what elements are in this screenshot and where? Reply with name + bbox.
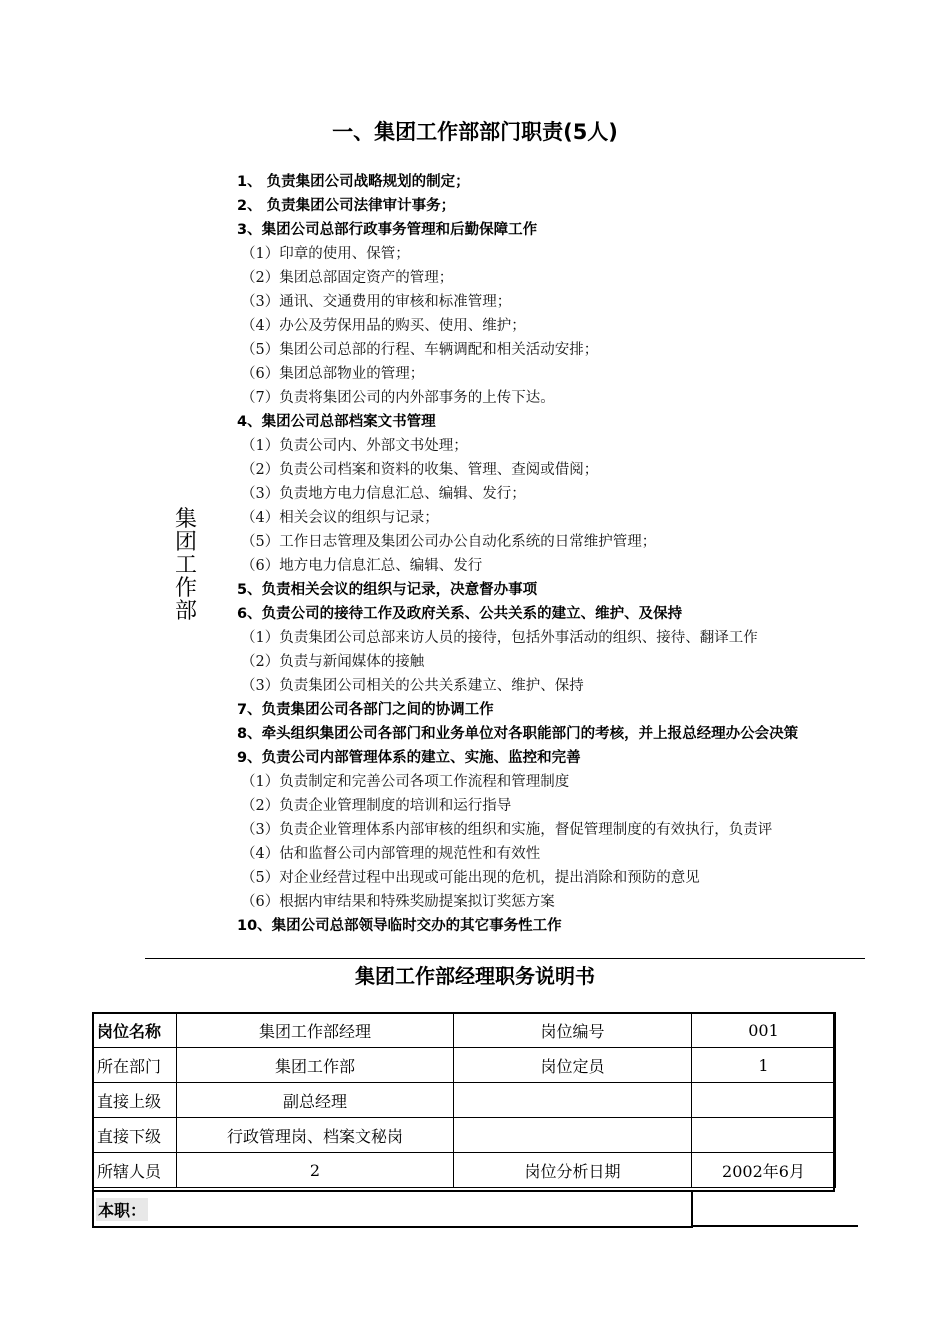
duty-subitem: （1）负责集团公司总部来访人员的接待，包括外事活动的组织、接待、翻译工作 xyxy=(241,630,758,646)
divider xyxy=(145,958,865,959)
duty-subitem: （1）负责公司内、外部文书处理； xyxy=(241,438,468,454)
benzhi-right-border xyxy=(693,1225,858,1227)
duty-subitem: （5）工作日志管理及集团公司办公自动化系统的日常维护管理； xyxy=(241,534,657,550)
duty-heading: 6、负责公司的接待工作及政府关系、公共关系的建立、维护、及保持 xyxy=(237,606,683,622)
duty-subitem: （6）根据内审结果和特殊奖励提案拟订奖惩方案 xyxy=(241,894,555,910)
duty-subitem: （3）负责企业管理体系内部审核的组织和实施，督促管理制度的有效执行，负责评 xyxy=(241,822,773,838)
field-value: 2002年6月 xyxy=(692,1153,836,1188)
field-value xyxy=(692,1083,836,1118)
field-label: 直接下级 xyxy=(93,1118,177,1153)
benzhi-row xyxy=(92,1192,693,1228)
duty-subitem: （2）负责企业管理制度的培训和运行指导 xyxy=(241,798,512,814)
field-value: 副总经理 xyxy=(177,1083,454,1118)
field-label: 直接上级 xyxy=(93,1083,177,1118)
field-value: 岗位定员 xyxy=(454,1048,692,1083)
benzhi-right-divider xyxy=(692,1192,693,1226)
duty-subitem: （4）估和监督公司内部管理的规范性和有效性 xyxy=(241,846,541,862)
duty-subitem: （2）负责公司档案和资料的收集、管理、查阅或借阅； xyxy=(241,462,599,478)
page-title: 一、集团工作部部门职责(5人) xyxy=(332,120,618,144)
duty-subitem: （1）印章的使用、保管； xyxy=(241,246,410,262)
duty-heading: 5、负责相关会议的组织与记录，决意督办事项 xyxy=(237,582,538,598)
duty-subitem: （5）集团公司总部的行程、车辆调配和相关活动安排； xyxy=(241,342,599,358)
duty-subitem: （1）负责制定和完善公司各项工作流程和管理制度 xyxy=(241,774,570,790)
duty-subitem: （2）负责与新闻媒体的接触 xyxy=(241,654,425,670)
field-value xyxy=(454,1083,692,1118)
field-value: 001 xyxy=(692,1013,836,1048)
benzhi-label: 本职： xyxy=(96,1198,148,1221)
duty-heading: 8、牵头组织集团公司各部门和业务单位对各职能部门的考核，并上报总经理办公会决策 xyxy=(237,726,799,742)
duty-subitem: （3）通讯、交通费用的审核和标准管理； xyxy=(241,294,512,310)
duty-heading: 3、集团公司总部行政事务管理和后勤保障工作 xyxy=(237,222,538,238)
field-label: 所辖人员 xyxy=(93,1153,177,1188)
department-label: 集团工作部 xyxy=(174,507,197,624)
duty-subitem: （4）办公及劳保用品的购买、使用、维护； xyxy=(241,318,526,334)
duty-subitem: （3）负责集团公司相关的公共关系建立、维护、保持 xyxy=(241,678,584,694)
duty-heading: 1、 负责集团公司战略规划的制定； xyxy=(237,174,470,190)
field-label: 岗位名称 xyxy=(93,1013,177,1048)
duty-subitem: （6）集团总部物业的管理； xyxy=(241,366,425,382)
duty-heading: 4、集团公司总部档案文书管理 xyxy=(237,414,436,430)
duty-heading: 9、负责公司内部管理体系的建立、实施、监控和完善 xyxy=(237,750,581,766)
table-row xyxy=(93,1083,836,1118)
duty-subitem: （5）对企业经营过程中出现或可能出现的危机，提出消除和预防的意见 xyxy=(241,870,700,886)
field-label: 所在部门 xyxy=(93,1048,177,1083)
field-value: 集团工作部经理 xyxy=(177,1013,454,1048)
duty-subitem: （2）集团总部固定资产的管理； xyxy=(241,270,454,286)
field-value: 岗位编号 xyxy=(454,1013,692,1048)
duty-heading: 2、 负责集团公司法律审计事务； xyxy=(237,198,456,214)
field-value xyxy=(692,1118,836,1153)
field-value: 2 xyxy=(177,1153,454,1188)
field-value: 集团工作部 xyxy=(177,1048,454,1083)
duty-subitem: （3）负责地方电力信息汇总、编辑、发行； xyxy=(241,486,526,502)
duty-list xyxy=(237,170,877,938)
table-row xyxy=(93,1118,836,1153)
table-row xyxy=(93,1048,836,1083)
table-row xyxy=(93,1153,836,1188)
duty-heading: 7、负责集团公司各部门之间的协调工作 xyxy=(237,702,494,718)
duty-heading: 10、集团公司总部领导临时交办的其它事务性工作 xyxy=(237,918,562,934)
field-value xyxy=(454,1118,692,1153)
duty-subitem: （7）负责将集团公司的内外部事务的上传下达。 xyxy=(241,390,555,406)
field-value: 岗位分析日期 xyxy=(454,1153,692,1188)
table-row xyxy=(93,1013,836,1048)
duty-subitem: （4）相关会议的组织与记录； xyxy=(241,510,439,526)
job-info-table xyxy=(92,1012,836,1188)
field-value: 1 xyxy=(692,1048,836,1083)
job-description-title: 集团工作部经理职务说明书 xyxy=(355,964,595,988)
duty-subitem: （6）地方电力信息汇总、编辑、发行 xyxy=(241,558,483,574)
field-value: 行政管理岗、档案文秘岗 xyxy=(177,1118,454,1153)
